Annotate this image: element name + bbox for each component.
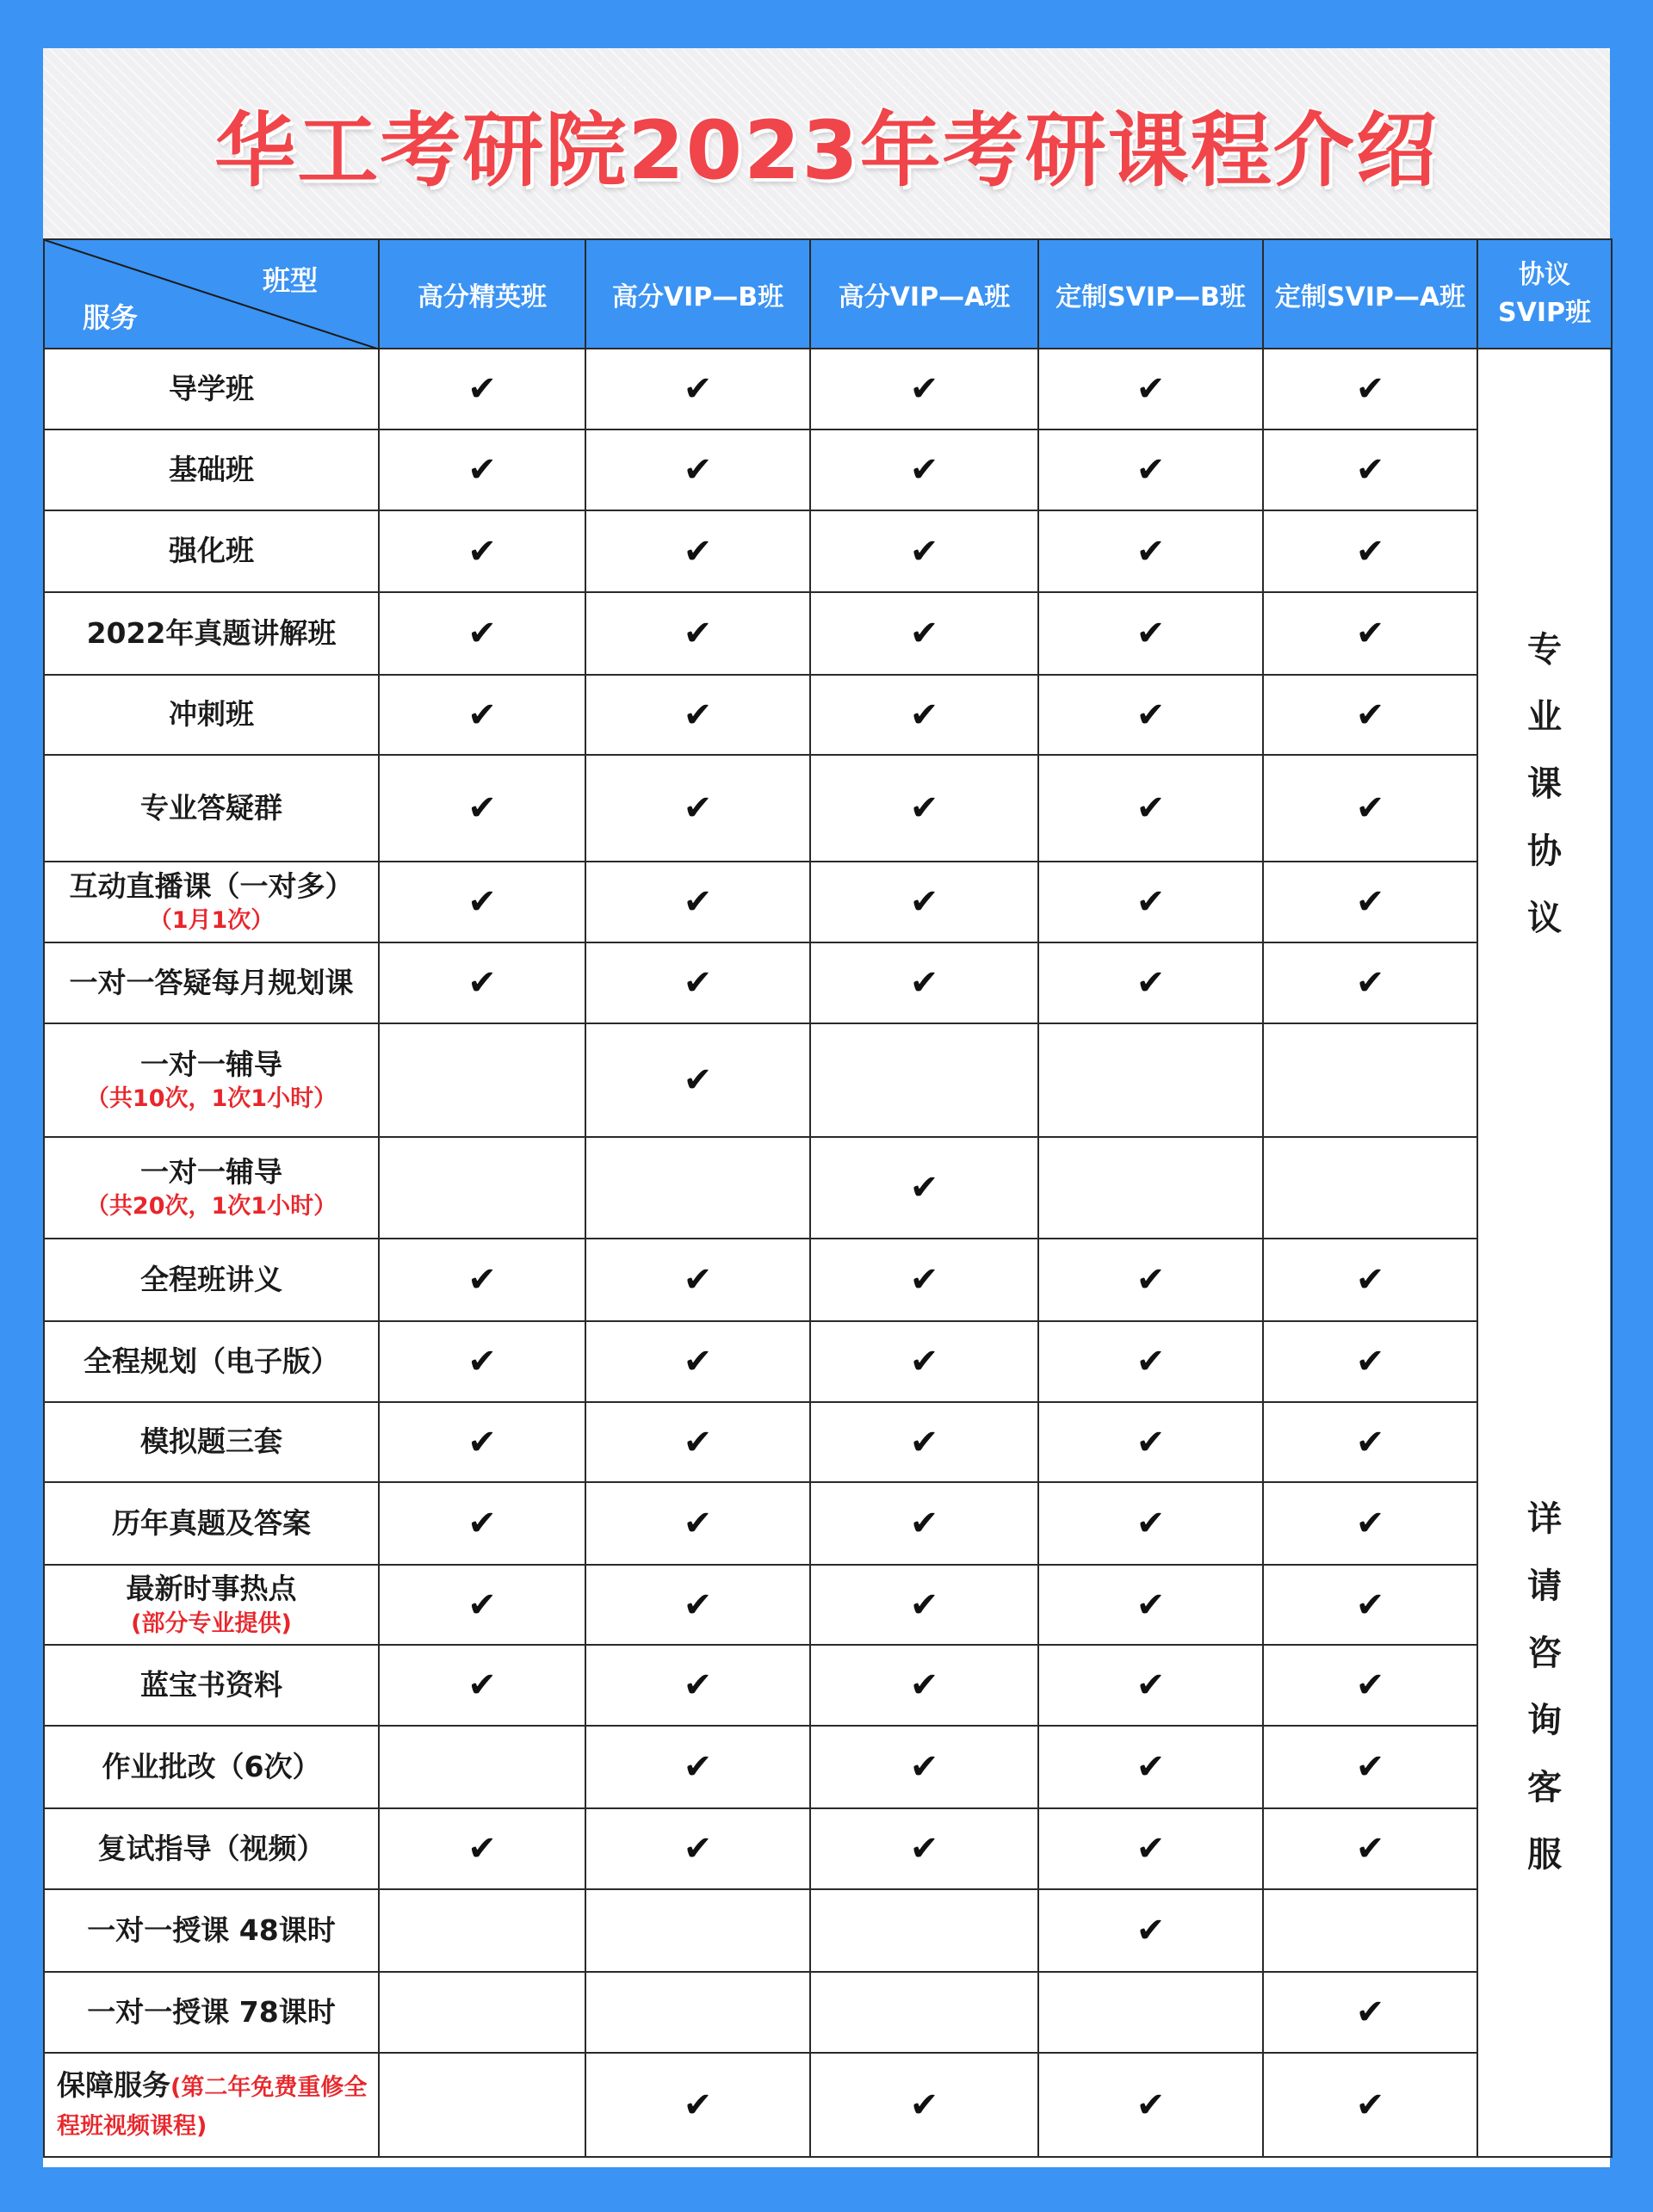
check-icon: ✔ [467,531,497,572]
check-cell [1263,1565,1477,1645]
service-label: 导学班 [169,371,254,405]
side-note-consult [1523,1486,1566,1888]
check-cell [379,349,585,429]
table-row [44,1565,1612,1645]
check-icon: ✔ [909,695,939,735]
check-icon: ✔ [1136,1747,1166,1787]
check-cell [1263,942,1477,1023]
check-icon: ✔ [683,1060,713,1100]
service-cell [44,1239,379,1321]
check-cell [585,1726,810,1808]
check-icon: ✔ [1136,788,1166,828]
check-cell [585,2053,810,2157]
check-cell [585,1565,810,1645]
check-icon: ✔ [1136,450,1166,490]
table-row [44,510,1612,592]
check-cell [379,1321,585,1402]
service-cell [44,349,379,429]
check-cell [810,592,1038,675]
check-icon: ✔ [683,788,713,828]
service-note: （共10次，1次1小时） [85,1085,337,1113]
check-cell [810,349,1038,429]
check-icon: ✔ [467,1665,497,1705]
check-cell [810,942,1038,1023]
svip-label-line1: 协议 [1519,260,1570,290]
check-icon: ✔ [1355,788,1385,828]
check-icon: ✔ [467,450,497,490]
check-icon: ✔ [467,1342,497,1381]
service-cell [44,1023,379,1137]
check-cell [379,429,585,510]
check-icon: ✔ [683,963,713,1003]
check-icon: ✔ [1136,1829,1166,1869]
service-cell [44,429,379,510]
service-label: 基础班 [169,452,254,486]
check-cell [1263,349,1477,429]
check-cell [379,1565,585,1645]
side-note-char: 课 [1527,764,1562,804]
side-note-char: 详 [1527,1499,1562,1539]
check-cell [1263,1972,1477,2053]
check-icon: ✔ [909,2085,939,2125]
service-cell [44,1645,379,1726]
check-cell [1263,755,1477,862]
check-icon: ✔ [909,1585,939,1625]
check-cell [379,2053,585,2157]
service-label: 全程规划（电子版） [84,1344,339,1378]
check-cell [585,942,810,1023]
check-icon: ✔ [1136,695,1166,735]
service-label: 一对一答疑每月规划课 [69,965,354,999]
check-cell [1038,1402,1263,1482]
check-icon: ✔ [1355,1504,1385,1543]
check-cell [1038,942,1263,1023]
check-icon: ✔ [1136,1911,1166,1950]
service-label: 蓝宝书资料 [140,1667,282,1702]
check-cell [1038,2053,1263,2157]
check-icon: ✔ [1355,1829,1385,1869]
check-cell [1263,675,1477,755]
check-icon: ✔ [909,614,939,653]
side-note-char: 业 [1527,697,1562,737]
check-icon: ✔ [683,614,713,653]
check-cell [379,675,585,755]
service-cell [44,755,379,862]
check-cell [585,1645,810,1726]
side-note-char: 协 [1527,831,1562,871]
service-label: 一对一辅导 [140,1154,282,1189]
service-label: 保障服务 [57,2067,170,2102]
service-label: 冲刺班 [169,697,254,732]
svip-label-line2: SVIP班 [1498,297,1591,328]
check-cell [1263,1023,1477,1137]
header-row [44,239,1612,349]
check-icon: ✔ [683,1260,713,1300]
check-icon: ✔ [1136,1665,1166,1705]
service-label: 专业答疑群 [140,790,282,825]
service-cell [44,862,379,942]
service-cell [44,1565,379,1645]
check-icon: ✔ [1355,1260,1385,1300]
check-cell [585,510,810,592]
table-row [44,349,1612,429]
table-row [44,1808,1612,1889]
check-cell [810,755,1038,862]
service-cell [44,1889,379,1972]
check-icon: ✔ [683,450,713,490]
check-icon: ✔ [909,788,939,828]
check-icon: ✔ [909,1260,939,1300]
check-icon: ✔ [467,369,497,409]
check-icon: ✔ [683,531,713,572]
service-cell [44,2053,379,2157]
check-icon: ✔ [909,1422,939,1462]
service-label: 一对一辅导 [140,1047,282,1081]
check-cell [810,1565,1038,1645]
table-row [44,1402,1612,1482]
check-cell [1038,755,1263,862]
service-note: (第二年免费重修全程班视频课程) [57,2073,368,2140]
check-cell [379,1726,585,1808]
check-cell [810,1726,1038,1808]
check-cell [379,1889,585,1972]
check-icon: ✔ [1136,882,1166,922]
side-note-char: 专 [1527,630,1562,670]
check-cell [810,1645,1038,1726]
check-cell [1038,1889,1263,1972]
table-row [44,429,1612,510]
check-cell [1038,592,1263,675]
check-icon: ✔ [683,369,713,409]
check-cell [379,1482,585,1565]
check-icon: ✔ [909,450,939,490]
check-cell [810,862,1038,942]
service-label: 模拟题三套 [140,1424,282,1459]
corner-service: 服务 [83,301,139,334]
column-header: 高分精英班 [379,239,585,349]
table-row [44,862,1612,942]
check-cell [810,429,1038,510]
check-icon: ✔ [683,1829,713,1869]
check-icon: ✔ [909,963,939,1003]
page-title: 华工考研院2023年考研课程介绍 [214,104,1439,198]
side-note-char: 服 [1527,1835,1562,1875]
check-icon: ✔ [1355,614,1385,653]
check-cell [1263,592,1477,675]
check-cell [585,1239,810,1321]
table-row [44,675,1612,755]
check-icon: ✔ [1136,1260,1166,1300]
check-cell [810,1808,1038,1889]
check-cell [1263,1645,1477,1726]
check-cell [585,1402,810,1482]
check-cell [585,429,810,510]
table-row [44,2053,1612,2157]
check-cell [810,1023,1038,1137]
service-cell [44,1972,379,2053]
check-cell [810,1889,1038,1972]
check-cell [379,592,585,675]
check-icon: ✔ [1355,963,1385,1003]
column-header: 定制SVIP—B班 [1038,239,1263,349]
check-icon: ✔ [1136,531,1166,572]
check-cell [1263,429,1477,510]
service-cell [44,592,379,675]
table-row [44,592,1612,675]
check-icon: ✔ [683,695,713,735]
check-icon: ✔ [467,614,497,653]
table-row [44,1645,1612,1726]
check-cell [1263,1239,1477,1321]
service-label: 2022年真题讲解班 [86,615,337,650]
table-row [44,1023,1612,1137]
check-cell [810,675,1038,755]
check-cell [379,1645,585,1726]
check-cell [1263,1402,1477,1482]
check-cell [379,1023,585,1137]
corner-class-type: 班型 [262,264,318,297]
check-cell [1263,1889,1477,1972]
service-note: (部分专业提供) [131,1610,292,1637]
check-cell [585,1137,810,1239]
service-cell [44,1726,379,1808]
check-cell [1038,1137,1263,1239]
check-icon: ✔ [909,882,939,922]
check-cell [1263,2053,1477,2157]
service-label: 历年真题及答案 [112,1505,311,1540]
side-note-char: 客 [1527,1768,1562,1807]
service-label: 一对一授课 78课时 [87,1994,336,2029]
check-icon: ✔ [909,1665,939,1705]
check-cell [1038,349,1263,429]
check-icon: ✔ [1355,1665,1385,1705]
check-icon: ✔ [1355,1993,1385,2032]
check-icon: ✔ [1355,2085,1385,2125]
check-icon: ✔ [683,1422,713,1462]
check-cell [1038,862,1263,942]
check-icon: ✔ [683,1585,713,1625]
check-cell [810,510,1038,592]
check-icon: ✔ [1355,1422,1385,1462]
table-row [44,1239,1612,1321]
side-note-char: 询 [1527,1701,1562,1740]
corner-header [44,239,379,349]
service-cell [44,1808,379,1889]
check-cell [810,2053,1038,2157]
check-cell [379,510,585,592]
table-row [44,1726,1612,1808]
service-note: （共20次，1次1小时） [85,1193,337,1220]
check-icon: ✔ [909,369,939,409]
check-cell [379,862,585,942]
check-cell [585,755,810,862]
check-icon: ✔ [909,1747,939,1787]
check-cell [810,1482,1038,1565]
check-icon: ✔ [683,1665,713,1705]
check-icon: ✔ [1355,450,1385,490]
check-icon: ✔ [909,1168,939,1208]
check-cell [1038,675,1263,755]
side-note-char: 咨 [1527,1634,1562,1673]
check-icon: ✔ [1355,882,1385,922]
check-icon: ✔ [683,1504,713,1543]
check-cell [585,675,810,755]
check-cell [1038,1482,1263,1565]
check-cell [1038,1239,1263,1321]
check-icon: ✔ [683,1747,713,1787]
check-icon: ✔ [467,882,497,922]
check-cell [379,1402,585,1482]
table-row [44,1889,1612,1972]
check-icon: ✔ [1355,695,1385,735]
check-cell [810,1239,1038,1321]
table-row [44,1482,1612,1565]
check-cell [585,1889,810,1972]
check-cell [1038,429,1263,510]
side-note-agreement [1523,616,1566,952]
check-cell [585,592,810,675]
check-icon: ✔ [1355,369,1385,409]
check-cell [379,1972,585,2053]
check-icon: ✔ [909,1504,939,1543]
check-icon: ✔ [1136,1504,1166,1543]
check-icon: ✔ [683,2085,713,2125]
check-icon: ✔ [467,1829,497,1869]
check-cell [1038,1645,1263,1726]
check-icon: ✔ [1136,1422,1166,1462]
check-cell [585,1808,810,1889]
table-row [44,755,1612,862]
check-cell [1038,510,1263,592]
service-label: 复试指导（视频） [97,1831,325,1865]
service-label: 强化班 [169,534,254,568]
title-banner [43,48,1610,238]
check-cell [1263,1482,1477,1565]
check-cell [379,755,585,862]
column-header-svip [1477,239,1612,349]
check-icon: ✔ [467,963,497,1003]
check-cell [1263,1137,1477,1239]
check-icon: ✔ [1355,1585,1385,1625]
service-label: 全程班讲义 [140,1262,282,1296]
check-cell [585,349,810,429]
column-header: 定制SVIP—A班 [1263,239,1477,349]
check-icon: ✔ [467,695,497,735]
check-icon: ✔ [683,882,713,922]
column-header: 高分VIP—B班 [585,239,810,349]
check-cell [379,1137,585,1239]
check-icon: ✔ [1355,1342,1385,1381]
check-cell [1263,1321,1477,1402]
check-icon: ✔ [467,1504,497,1543]
service-cell [44,510,379,592]
side-note-char: 议 [1527,899,1562,938]
check-cell [1038,1321,1263,1402]
check-icon: ✔ [1136,1585,1166,1625]
check-cell [379,1239,585,1321]
service-label: 一对一授课 48课时 [87,1912,336,1947]
service-cell [44,1137,379,1239]
service-cell [44,675,379,755]
check-cell [379,1808,585,1889]
check-cell [1038,1023,1263,1137]
table-row [44,942,1612,1023]
check-icon: ✔ [1136,369,1166,409]
check-icon: ✔ [683,1342,713,1381]
course-table [43,238,1613,2158]
side-note-char: 请 [1527,1566,1562,1606]
service-cell [44,1402,379,1482]
service-note: （1月1次） [148,907,275,935]
check-cell [585,1482,810,1565]
check-icon: ✔ [1136,2085,1166,2125]
check-cell [1038,1726,1263,1808]
check-icon: ✔ [1355,531,1385,572]
check-cell [1038,1808,1263,1889]
column-header: 高分VIP—A班 [810,239,1038,349]
check-icon: ✔ [1136,963,1166,1003]
check-cell [379,942,585,1023]
table-row [44,1137,1612,1239]
check-cell [810,1137,1038,1239]
check-icon: ✔ [467,1260,497,1300]
check-icon: ✔ [1136,1342,1166,1381]
svip-note-column [1477,349,1612,2157]
check-cell [1038,1565,1263,1645]
check-icon: ✔ [1355,1747,1385,1787]
service-label: 互动直播课（一对多） [69,868,354,903]
check-cell [810,1402,1038,1482]
check-icon: ✔ [909,1342,939,1381]
check-cell [1263,862,1477,942]
service-label: 最新时事热点 [126,1572,297,1605]
check-icon: ✔ [467,1422,497,1462]
service-cell [44,942,379,1023]
service-label: 作业批改（6次） [102,1749,321,1783]
check-cell [585,862,810,942]
table-row [44,1972,1612,2053]
check-icon: ✔ [909,1829,939,1869]
check-cell [585,1972,810,2053]
check-cell [1263,1726,1477,1808]
check-cell [810,1321,1038,1402]
service-cell [44,1482,379,1565]
check-icon: ✔ [467,788,497,828]
table-row [44,1321,1612,1402]
service-cell [44,1321,379,1402]
check-cell [1038,1972,1263,2053]
check-cell [585,1023,810,1137]
course-card [43,48,1610,2167]
check-icon: ✔ [909,531,939,572]
check-icon: ✔ [467,1585,497,1625]
check-cell [1263,510,1477,592]
check-cell [810,1972,1038,2053]
check-cell [1263,1808,1477,1889]
check-icon: ✔ [1136,614,1166,653]
check-cell [585,1321,810,1402]
